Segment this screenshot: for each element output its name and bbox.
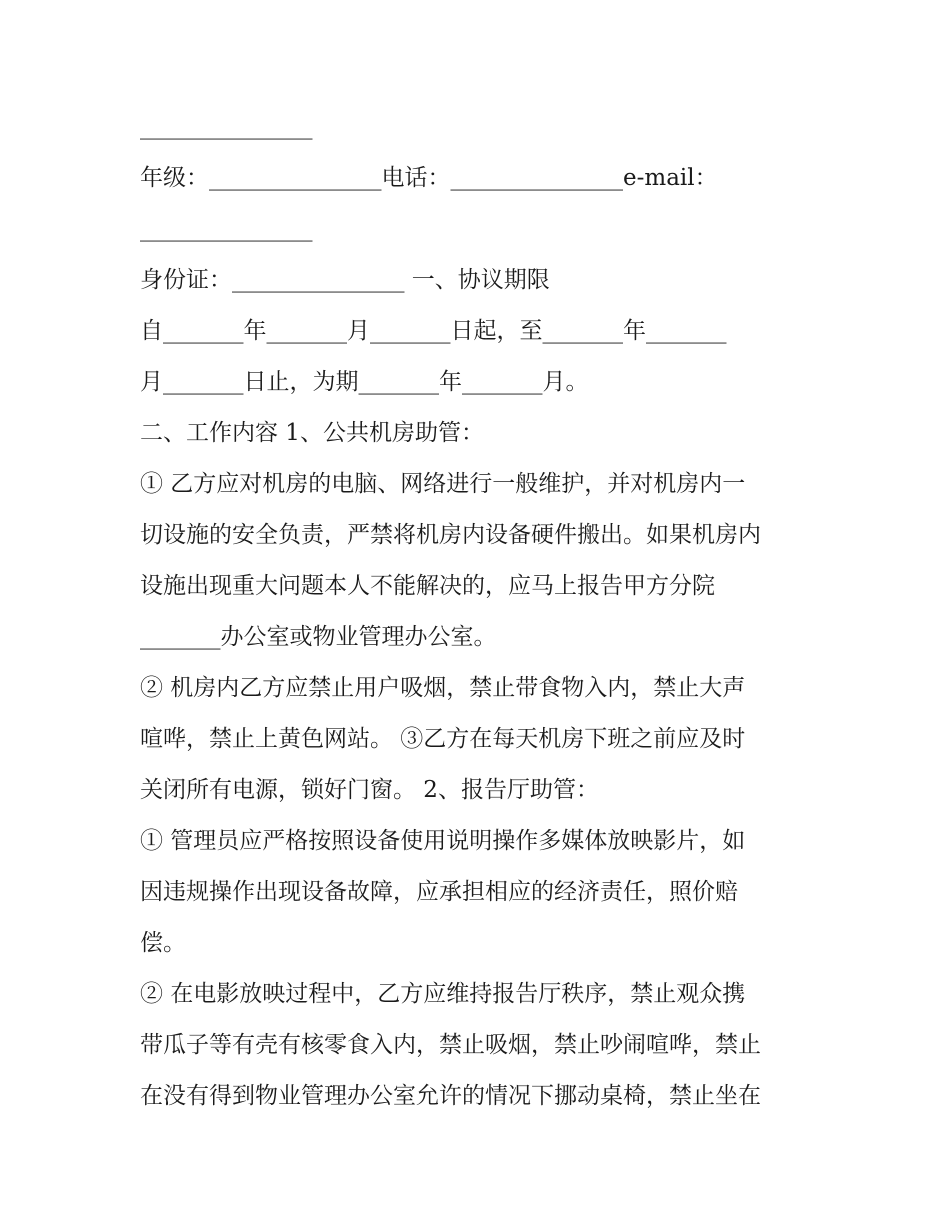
text-line: 月_______日止，为期_______年_______月。 — [140, 369, 589, 395]
text-line: ② 在电影放映过程中，乙方应维持报告厅秩序，禁止观众携 — [140, 981, 746, 1007]
text-line: _______办公室或物业管理办公室。 — [140, 624, 497, 650]
text-line: ① 管理员应严格按照设备使用说明操作多媒体放映影片，如 — [140, 828, 746, 854]
text-line: 年级：_______________电话：_______________e-mail： — [140, 165, 718, 191]
text-line: 切设施的安全负责，严禁将机房内设备硬件搬出。如果机房内 — [140, 522, 761, 548]
text-line: 关闭所有电源，锁好门窗。 2、报告厅助管： — [140, 777, 599, 803]
text-line: 偿。 — [140, 930, 186, 956]
text-line: 身份证：_______________ 一、协议期限 — [140, 267, 550, 293]
text-line: 在没有得到物业管理办公室允许的情况下挪动桌椅，禁止坐在 — [140, 1083, 761, 1109]
section-heading: 二、工作内容 1、公共机房助管： — [140, 420, 484, 446]
text-line: 自_______年_______月_______日起，至_______年_______ — [140, 318, 727, 344]
document-body — [140, 102, 820, 1122]
text-line: 喧哗，禁止上黄色网站。 ③乙方在每天机房下班之前应及时 — [140, 726, 746, 752]
text-line: _______________ — [140, 216, 313, 242]
text-line: 因违规操作出现设备故障，应承担相应的经济责任，照价赔 — [140, 879, 738, 905]
text-line: _______________ — [140, 114, 313, 140]
text-line: ① 乙方应对机房的电脑、网络进行一般维护，并对机房内一 — [140, 471, 746, 497]
text-line: ② 机房内乙方应禁止用户吸烟，禁止带食物入内，禁止大声 — [140, 675, 746, 701]
text-line: 设施出现重大问题本人不能解决的，应马上报告甲方分院 — [140, 573, 715, 599]
text-line: 带瓜子等有壳有核零食入内，禁止吸烟，禁止吵闹喧哗，禁止 — [140, 1032, 761, 1058]
